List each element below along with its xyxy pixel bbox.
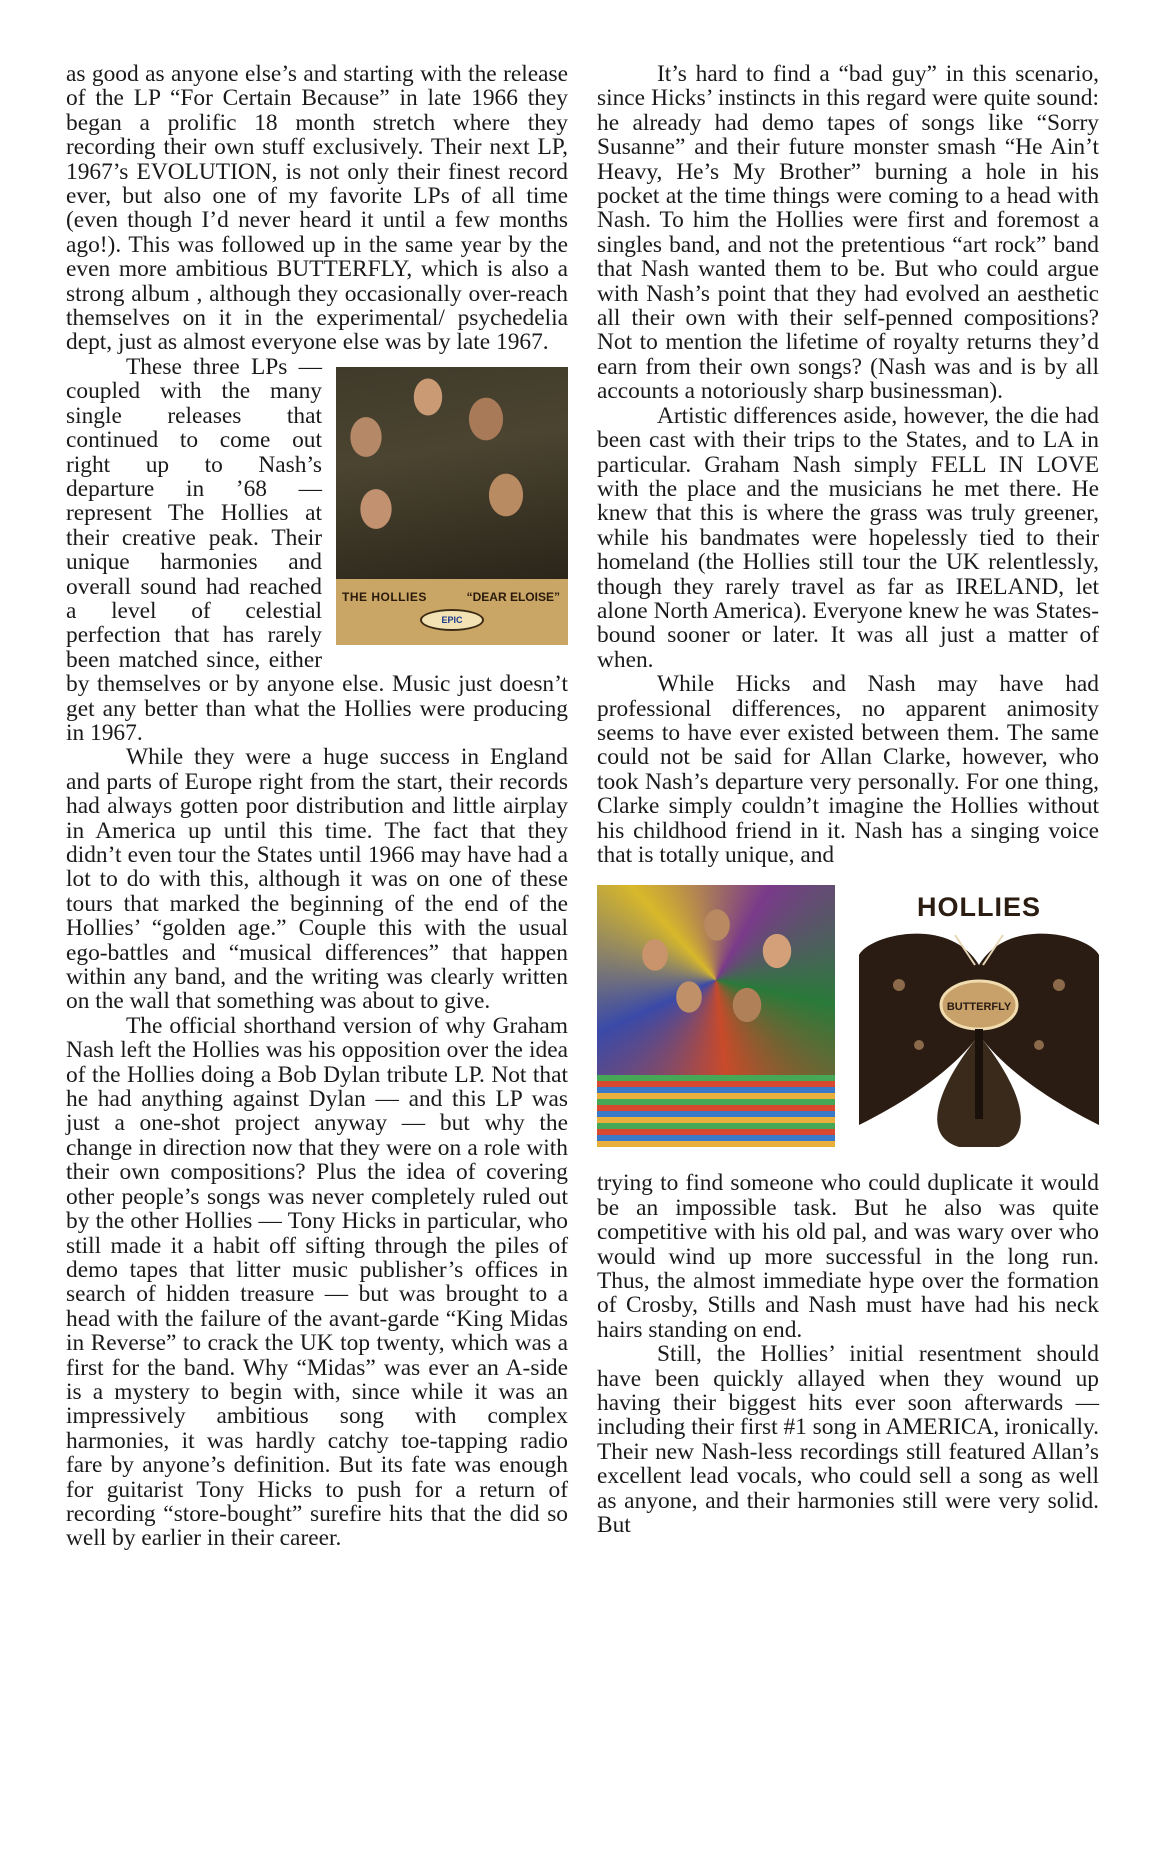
cover-band-name: THE HOLLIES — [342, 589, 427, 604]
paragraph-7: While Hicks and Nash may have had professional differences, no apparent animosity seems to have ever existed between them. The same could not be said for Allan Clarke, however, who took Nash’s departure very personally. For one thing, Clarke simply couldn’t imagine the Hollies without his childhood friend in it. Nash has a singing voice that is totally unique, and — [597, 671, 1099, 868]
paragraph-5: It’s hard to find a “bad guy” in this scenario, since Hicks’ instincts in this regard were quite sound: he already had demo tapes of songs like “Sorry Susanne” and their future monster smash “He Ain’t Heavy, He’s My Brother” burning a hole in his pocket at the time things were coming to a head with Nash. To him the Hollies were first and foremost a singles band, and not the pretentious “art rock” band that Nash wanted them to be. But who could argue with Nash’s point that they had evolved an aesthetic all their own with their self-penned compositions? Not to mention the lifetime of royalty returns they’d earn from their own songs? (Nash was and is by all accounts a notoriously sharp businessman). — [597, 61, 1099, 405]
wing-spot — [914, 1040, 924, 1050]
wing-spot — [1034, 1040, 1044, 1050]
left-column — [66, 62, 568, 1551]
paragraph-3: While they were a huge success in England and parts of Europe right from the start, their records had always gotten poor distribution and little airplay in America up until this time. The fact that they didn’t even tour the States until 1966 may have had a lot to do with this, although it was on one of these tours that marked the beginning of the end of the Hollies’ “golden age.” Couple this with the usual ego-battles and “musical differences” that happen within any band, and the writing was clearly written on the wall that something was about to give. — [66, 744, 568, 1015]
paragraph-8: trying to find someone who could duplicate it would be an impossible task. But he also was quite competitive with his old pal, and was wary over who would wind up more successful in the long run. Thus, the almost immediate hype over the formation of Crosby, Stills and Nash must have had his neck hairs standing on end. — [597, 1170, 1099, 1343]
right-column — [597, 62, 1099, 1538]
paragraph-4: The official shorthand version of why Graham Nash left the Hollies was his opposition over the idea of the Hollies doing a Bob Dylan tribute LP. Not that he had anything against Dylan — and this LP was just a one-shot project anyway — but why the change in direction now that they were on a role with their own compositions? Plus the idea of covering other people’s songs was never completely ruled out by the other Hollies — Tony Hicks in particular, who still made it a habit off sifting through the piles of demo tapes that litter music publisher’s offices in search of hidden treasure — but was brought to a head with the failure of the avant-garde “King Midas in Reverse” to crack the UK top twenty, which was a first for the band. Why “Midas” was ever an A-side is a mystery to begin with, since while it was an impressively ambitious song with complex harmonies, it was hardly catchy toe-tapping radio fare by anyone’s definition. But its fate was enough for guitarist Tony Hicks to push for a return of recording “store-bought” surefire hits that the did so well by earlier in their career. — [66, 1012, 568, 1552]
paragraph-1: as good as anyone else’s and starting with the release of the LP “For Certain Because” in late 1966 they began a prolific 18 month stretch where they recording their own stuff exclusively. Their next LP, 1967’s EVOLUTION, is not only their finest record ever, but also one of my favorite LPs of all time (even though I’d never heard it until a few months ago!). This was followed up in the same year by the even more ambitious BUTTERFLY, which is also a strong album , although they occasionally over-reach themselves on it in the experimental/ psychedelia dept, just as almost everyone else was by late 1967. — [66, 61, 568, 356]
evolution-cover — [597, 885, 835, 1147]
psychedelic-stripes — [597, 1075, 835, 1147]
paragraph-9: Still, the Hollies’ initial resentment should have been quickly allayed when they wound up having their biggest hits ever soon afterwards — including their first #1 song in AMERICA, ironically. Their new Nash-less recordings still featured Allan’s excellent lead vocals, who could sell a song as well as anyone, and their harmonies still were very solid. But — [597, 1341, 1099, 1539]
dear-eloise-cover-wrap — [336, 367, 568, 645]
butterfly-cover-title: HOLLIES — [916, 892, 1041, 923]
paragraph-2: These three LPs — coupled with the many single releases that continued to come out right up to Nash’s departure in ’68 — represent The Hollies at their creative peak. Their unique harmonies and overall sound had reached a level of celestial perfection that has rarely been matched since, either by themselves or by anyone else. Music just doesn’t get any better than what the Hollies were producing in 1967. — [66, 353, 568, 746]
butterfly-cover — [859, 885, 1099, 1147]
butterfly-illustration — [859, 925, 1099, 1147]
psychedelic-art — [597, 885, 835, 1075]
wing-spot — [1053, 979, 1065, 991]
album-covers-row — [597, 885, 1099, 1147]
butterfly-badge-text: BUTTERFLY — [946, 1001, 1012, 1014]
dear-eloise-cover — [336, 367, 568, 645]
paragraph-6: Artistic differences aside, however, the die had been cast with their trips to the States, and to LA in particular. Graham Nash simply FELL IN LOVE with the place and the musicians he met there. He knew that this is where the grass was truly greener, while his bandmates were hopelessly tied to their homeland (the Hollies still tour the UK relentlessly, though they rarely travel as far as IRELAND, let alone North America). Everyone knew he was States-bound sooner or later. It was all just a matter of when. — [597, 402, 1099, 673]
butterfly-body — [975, 1029, 983, 1119]
wing-spot — [893, 979, 905, 991]
cover-song-title: “DEAR ELOISE” — [466, 589, 560, 604]
record-label-logo: EPIC — [420, 609, 484, 631]
band-photo — [336, 367, 568, 579]
cover-band — [336, 579, 568, 645]
